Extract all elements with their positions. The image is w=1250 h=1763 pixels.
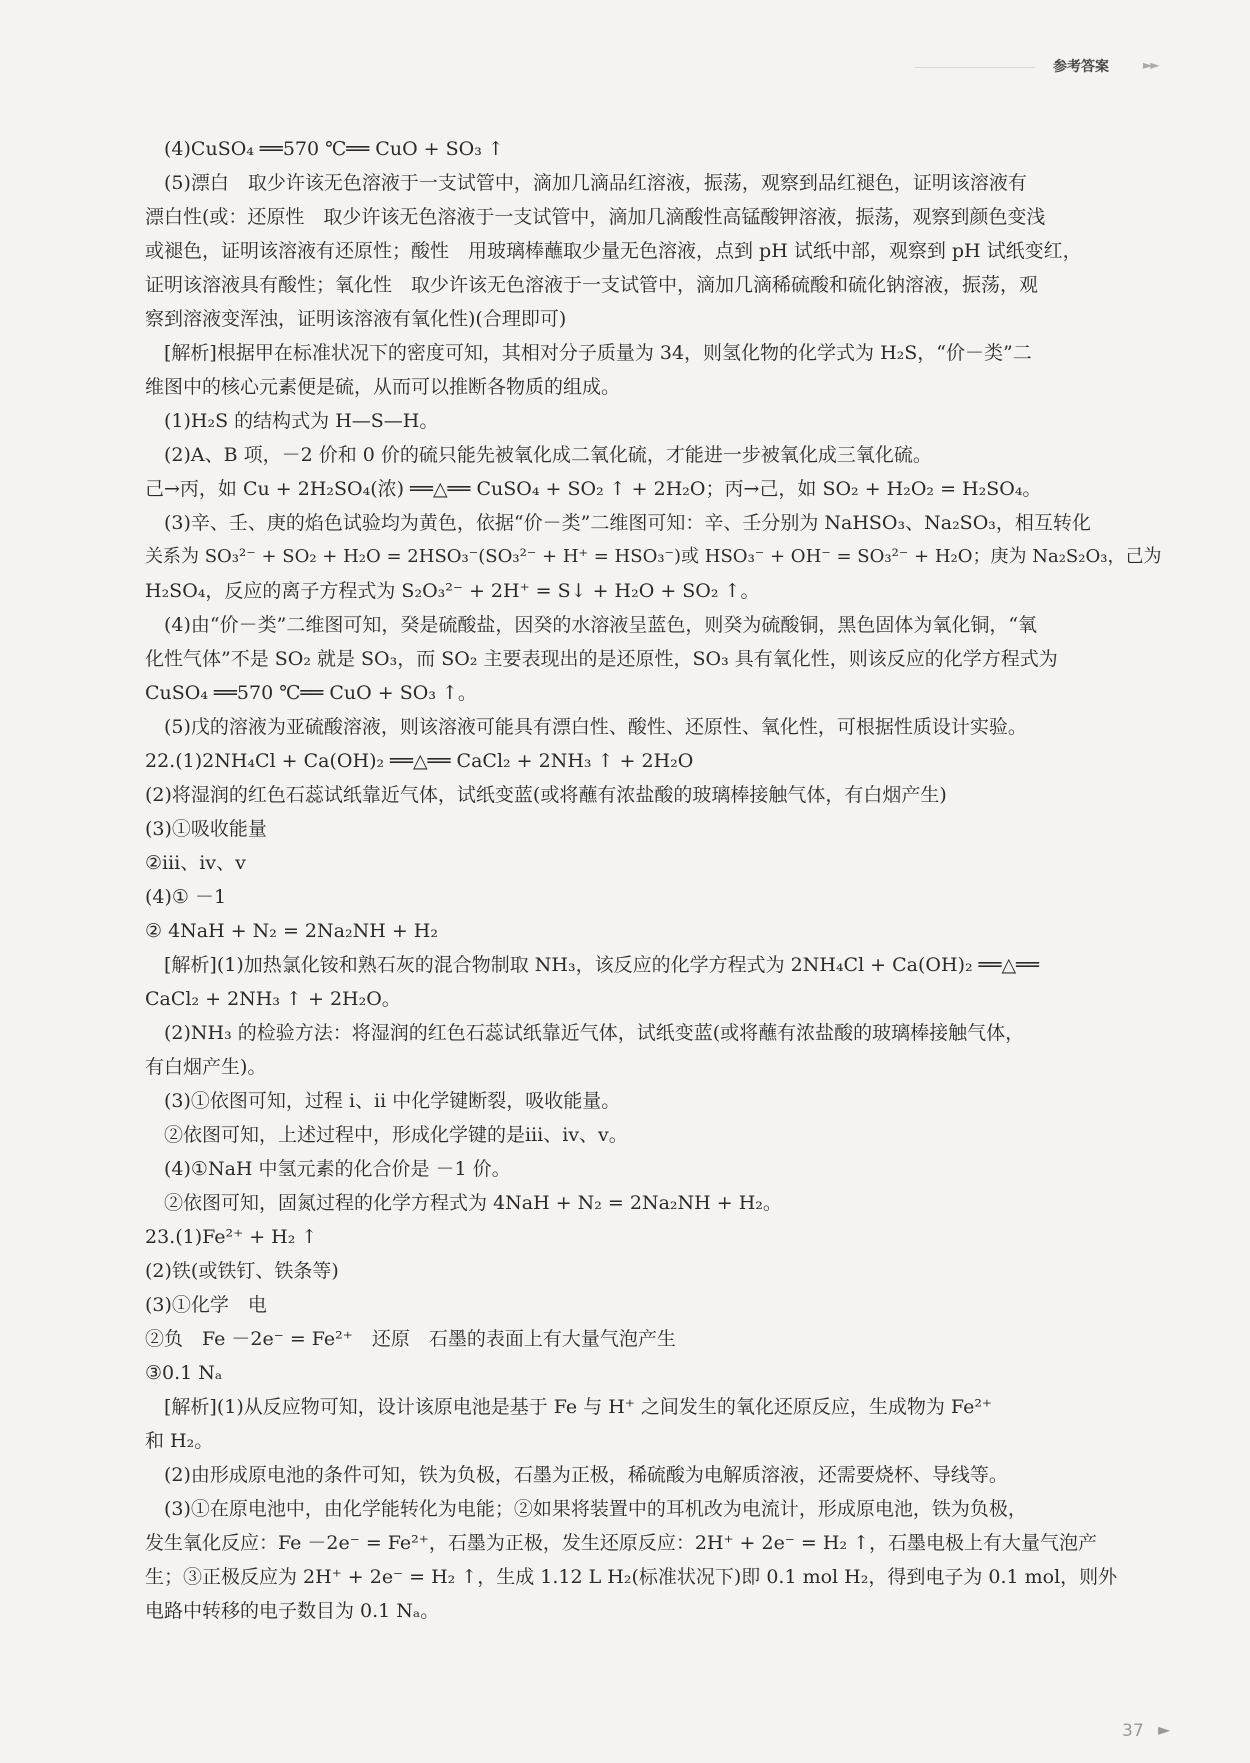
text-line: (4)CuSO₄ ══570 ℃══ CuO + SO₃ ↑ (164, 138, 504, 160)
text-line: (4)① －1 (145, 886, 227, 908)
text-line: ②依图可知，固氮过程的化学方程式为 4NaH + N₂ = 2Na₂NH + H₂。 (164, 1192, 782, 1214)
text-line: (3)辛、壬、庚的焰色试验均为黄色，依据“价－类”二维图可知：辛、壬分别为 NaHSO₃、Na₂SO₃，相互转化 (164, 512, 1091, 534)
text-line: ② 4NaH + N₂ = 2Na₂NH + H₂ (145, 920, 438, 942)
text-line: CaCl₂ + 2NH₃ ↑ + 2H₂O。 (145, 988, 401, 1010)
answer-content (145, 132, 1167, 1628)
header-title: 参考答案 (1053, 59, 1109, 75)
text-line: 化性气体”不是 SO₂ 就是 SO₃，而 SO₂ 主要表现出的是还原性，SO₃ 具有氧化性，则该反应的化学方程式为 (145, 648, 1058, 670)
text-line: H₂SO₄，反应的离子方程式为 S₂O₃²⁻ + 2H⁺ = S↓ + H₂O + SO₂ ↑。 (145, 580, 760, 602)
text-line: [解析]根据甲在标准状况下的密度可知，其相对分子质量为 34，则氢化物的化学式为 H₂S，“价－类”二 (164, 342, 1032, 364)
text-line: (4)①NaH 中氢元素的化合价是 －1 价。 (164, 1158, 511, 1180)
text-line: 维图中的核心元素便是硫，从而可以推断各物质的组成。 (145, 376, 621, 398)
text-line: (2)铁(或铁钉、铁条等) (145, 1260, 339, 1282)
text-line: (2)NH₃ 的检验方法：将湿润的红色石蕊试纸靠近气体，试纸变蓝(或将蘸有浓盐酸的玻璃棒接触气体， (164, 1022, 1025, 1044)
text-line: (5)漂白 取少许该无色溶液于一支试管中，滴加几滴品红溶液，振荡，观察到品红褪色，证明该溶液有 (164, 172, 1027, 194)
text-line: ②负 Fe －2e⁻ = Fe²⁺ 还原 石墨的表面上有大量气泡产生 (145, 1328, 676, 1350)
text-line: (5)戊的溶液为亚硫酸溶液，则该溶液可能具有漂白性、酸性、还原性、氧化性，可根据性质设计实验。 (164, 716, 1027, 738)
text-line: (2)将湿润的红色石蕊试纸靠近气体，试纸变蓝(或将蘸有浓盐酸的玻璃棒接触气体，有白烟产生) (145, 784, 947, 806)
text-line: 关系为 SO₃²⁻ + SO₂ + H₂O = 2HSO₃⁻(SO₃²⁻ + H⁺ = HSO₃⁻)或 HSO₃⁻ + OH⁻ = SO₃²⁻ + H₂O；庚为 Na₂S₂O₃，己为 (145, 546, 1162, 567)
text-line: 己→丙，如 Cu + 2H₂SO₄(浓) ══△══ CuSO₄ + SO₂ ↑ + 2H₂O；丙→己，如 SO₂ + H₂O₂ = H₂SO₄。 (145, 478, 1042, 500)
text-line: 电路中转移的电子数目为 0.1 Nₐ。 (145, 1600, 440, 1622)
text-line: (3)①吸收能量 (145, 818, 267, 840)
header-arrows-icon: ►► (1143, 58, 1158, 72)
text-line: ②依图可知，上述过程中，形成化学键的是ⅲ、ⅳ、ⅴ。 (164, 1124, 628, 1146)
page-number: 37 (1122, 1721, 1144, 1741)
text-line: 和 H₂。 (145, 1430, 214, 1452)
text-line: ③0.1 Nₐ (145, 1362, 223, 1384)
text-line: 有白烟产生)。 (145, 1056, 267, 1078)
next-arrow-icon: ► (1158, 1720, 1171, 1739)
text-line: (2)由形成原电池的条件可知，铁为负极，石墨为正极，稀硫酸为电解质溶液，还需要烧杯、导线等。 (164, 1464, 1008, 1486)
text-line: (3)①在原电池中，由化学能转化为电能；②如果将装置中的耳机改为电流计，形成原电池，铁为负极， (164, 1498, 1027, 1520)
text-line: (1)H₂S 的结构式为 H—S—H。 (164, 410, 439, 432)
header-rule (915, 67, 1035, 68)
text-line: 漂白性(或：还原性 取少许该无色溶液于一支试管中，滴加几滴酸性高锰酸钾溶液，振荡，观察到颜色变浅 (145, 206, 1046, 228)
text-line: (3)①化学 电 (145, 1294, 267, 1316)
text-line: [解析](1)加热氯化铵和熟石灰的混合物制取 NH₃，该反应的化学方程式为 2NH₄Cl + Ca(OH)₂ ══△══ (164, 954, 1040, 976)
text-line: CuSO₄ ══570 ℃══ CuO + SO₃ ↑。 (145, 682, 477, 704)
text-line: 发生氧化反应：Fe －2e⁻ = Fe²⁺，石墨为正极，发生还原反应：2H⁺ + 2e⁻ = H₂ ↑，石墨电极上有大量气泡产 (145, 1532, 1098, 1554)
text-line: 证明该溶液具有酸性；氧化性 取少许该无色溶液于一支试管中，滴加几滴稀硫酸和硫化钠溶液，振荡，观 (145, 274, 1039, 296)
text-line: 生；③正极反应为 2H⁺ + 2e⁻ = H₂ ↑，生成 1.12 L H₂(标准状况下)即 0.1 mol H₂，得到电子为 0.1 mol，则外 (145, 1566, 1118, 1588)
text-line: (4)由“价－类”二维图可知，癸是硫酸盐，因癸的水溶液呈蓝色，则癸为硫酸铜，黑色固体为氧化铜，“氧 (164, 614, 1038, 636)
text-line: (3)①依图可知，过程 ⅰ、ⅱ 中化学键断裂，吸收能量。 (164, 1090, 621, 1112)
text-line: 察到溶液变浑浊，证明该溶液有氧化性)(合理即可) (145, 308, 567, 330)
text-line: 23.(1)Fe²⁺ + H₂ ↑ (145, 1226, 318, 1248)
text-line: ②ⅲ、ⅳ、ⅴ (145, 852, 246, 874)
text-line: [解析](1)从反应物可知，设计该原电池是基于 Fe 与 H⁺ 之间发生的氧化还原反应，生成物为 Fe²⁺ (164, 1396, 992, 1418)
text-line: 或褪色，证明该溶液有还原性；酸性 用玻璃棒蘸取少量无色溶液，点到 pH 试纸中部，观察到 pH 试纸变红， (145, 240, 1082, 262)
text-line: 22.(1)2NH₄Cl + Ca(OH)₂ ══△══ CaCl₂ + 2NH₃ ↑ + 2H₂O (145, 750, 694, 772)
text-line: (2)A、B 项，－2 价和 0 价的硫只能先被氧化成二氧化硫，才能进一步被氧化成三氧化硫。 (164, 444, 932, 466)
